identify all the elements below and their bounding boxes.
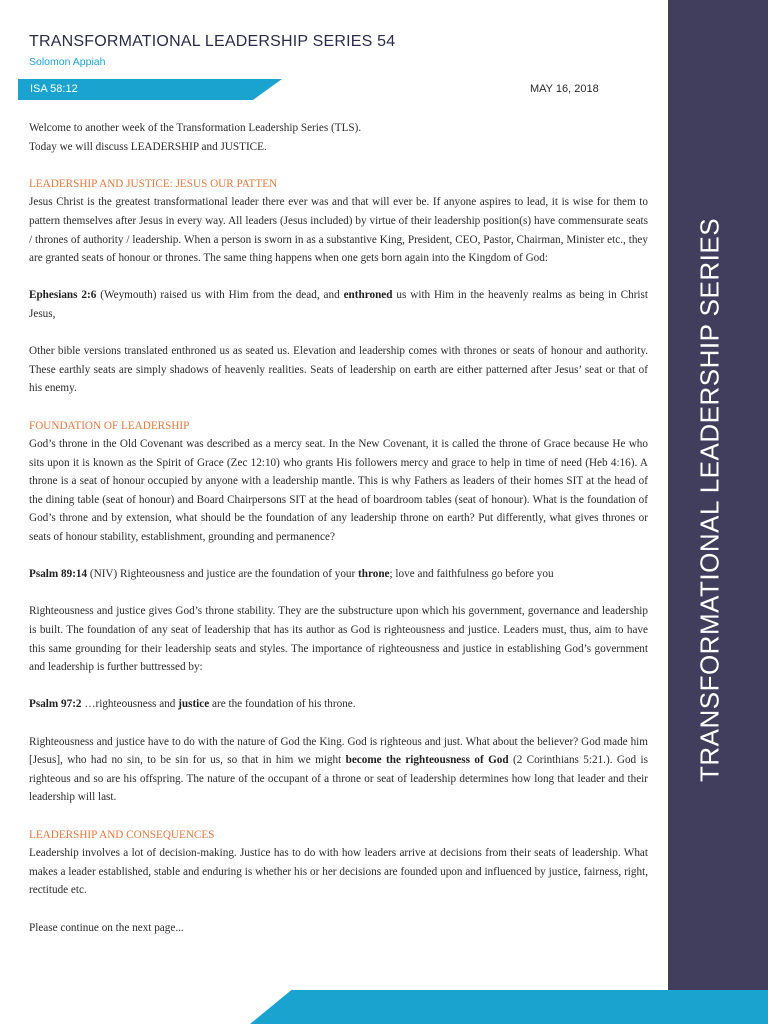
author-name: Solomon Appiah [29, 56, 106, 68]
continue-note: Please continue on the next page... [29, 921, 184, 934]
paragraph: Righteousness and justice gives God’s throne stability. They are the substructure upon which his government, governance and leadership is built. The foundation of any seat of leadership that has its author as God is righteousness and justice. Leaders must, thus, aim to have this same grounding for their leadership seats and styles. The importance of righteousness and justice in establishing God’s government and leadership is further buttressed by: [29, 605, 648, 674]
paragraph: Other bible versions translated enthroned us as seated us. Elevation and leadership comes with thrones or seats of honour and authority. These earthly seats are simply shadows of heavenly realities. Seats of leadership on earth are either patterned after Jesus’ seat or that of his enemy. [29, 345, 648, 395]
document-title: TRANSFORMATIONAL LEADERSHIP SERIES 54 [29, 33, 396, 50]
verse-psalm-89: Psalm 89:14 (NIV) Righteousness and justice are the foundation of your throne; love and faithfulness go before you [29, 568, 554, 581]
section-heading-foundation: FOUNDATION OF LEADERSHIP [29, 419, 190, 432]
series-vertical-title: TRANSFORMATIONAL LEADERSHIP SERIES [694, 217, 725, 783]
paragraph: God’s throne in the Old Covenant was described as a mercy seat. In the New Covenant, it is called the throne of Grace because He who sits upon it is known as the Spirit of Grace (Zec 12:10) who grants His followers mercy and grace to help in time of need (Heb 4:16). A throne is a seat of honour occupied by anyone with a leadership mantle. This is why Fathers as leaders of their homes SIT at the head of the dining table (seat of honour) and Board Chairpersons SIT at the head of boardroom tables (seat of honour). What is the foundation of God’s throne and by extension, what should be the foundation of any leadership throne on earth? Put differently, what gives thrones or seats of honour stability, establishment, grounding and permanence? [29, 438, 648, 544]
scripture-reference: ISA 58:12 [30, 83, 78, 95]
section-heading-consequences: LEADERSHIP AND CONSEQUENCES [29, 828, 215, 841]
intro-line-2: Today we will discuss LEADERSHIP and JUSTICE. [29, 140, 267, 153]
paragraph: Righteousness and justice have to do with the nature of God the King. God is righteous and just. What about the believer? God made him [Jesus], who had no sin, to be sin for us, so that in him we might become the righteousness of God (2 Corinthians 5:21.). God is righteous and so are his offspring. The nature of the occupant of a throne or seat of leadership determines how long that leader and their leadership will last. [29, 735, 648, 804]
verse-reference: Psalm 89:14 [29, 568, 88, 581]
article-body [29, 119, 648, 937]
publish-date: MAY 16, 2018 [530, 83, 599, 95]
verse-reference: Ephesians 2:6 [29, 289, 97, 302]
section-heading-jesus-patten: LEADERSHIP AND JUSTICE: JESUS OUR PATTEN [29, 177, 278, 190]
paragraph: Jesus Christ is the greatest transformational leader there ever was and that will ever be. If anyone aspires to lead, it is wise for them to pattern themselves after Jesus in every way. All leaders (Jesus included) by virtue of their leadership position(s) have commensurate seats / thrones of authority / leadership. When a person is sworn in as a substantive King, President, CEO, Pastor, Chairman, Minister etc., they are granted seats of honour or thrones. The same thing happens when one gets born again into the Kingdom of God: [29, 196, 648, 265]
verse-reference: Psalm 97:2 [29, 698, 82, 711]
verse-psalm-97: Psalm 97:2 …righteousness and justice are the foundation of his throne. [29, 698, 356, 711]
footer-accent-bar [250, 990, 768, 1024]
verse-ephesians: Ephesians 2:6 (Weymouth) raised us with Him from the dead, and enthroned us with Him in the heavenly realms as being in Christ Jesus, [29, 289, 649, 320]
paragraph: Leadership involves a lot of decision-making. Justice has to do with how leaders arrive at decisions from their seats of leadership. What makes a leader established, stable and enduring is whether his or her decisions are founded upon and influenced by justice, fairness, right, rectitude etc. [29, 847, 648, 897]
intro-line-1: Welcome to another week of the Transformation Leadership Series (TLS). [29, 122, 362, 134]
